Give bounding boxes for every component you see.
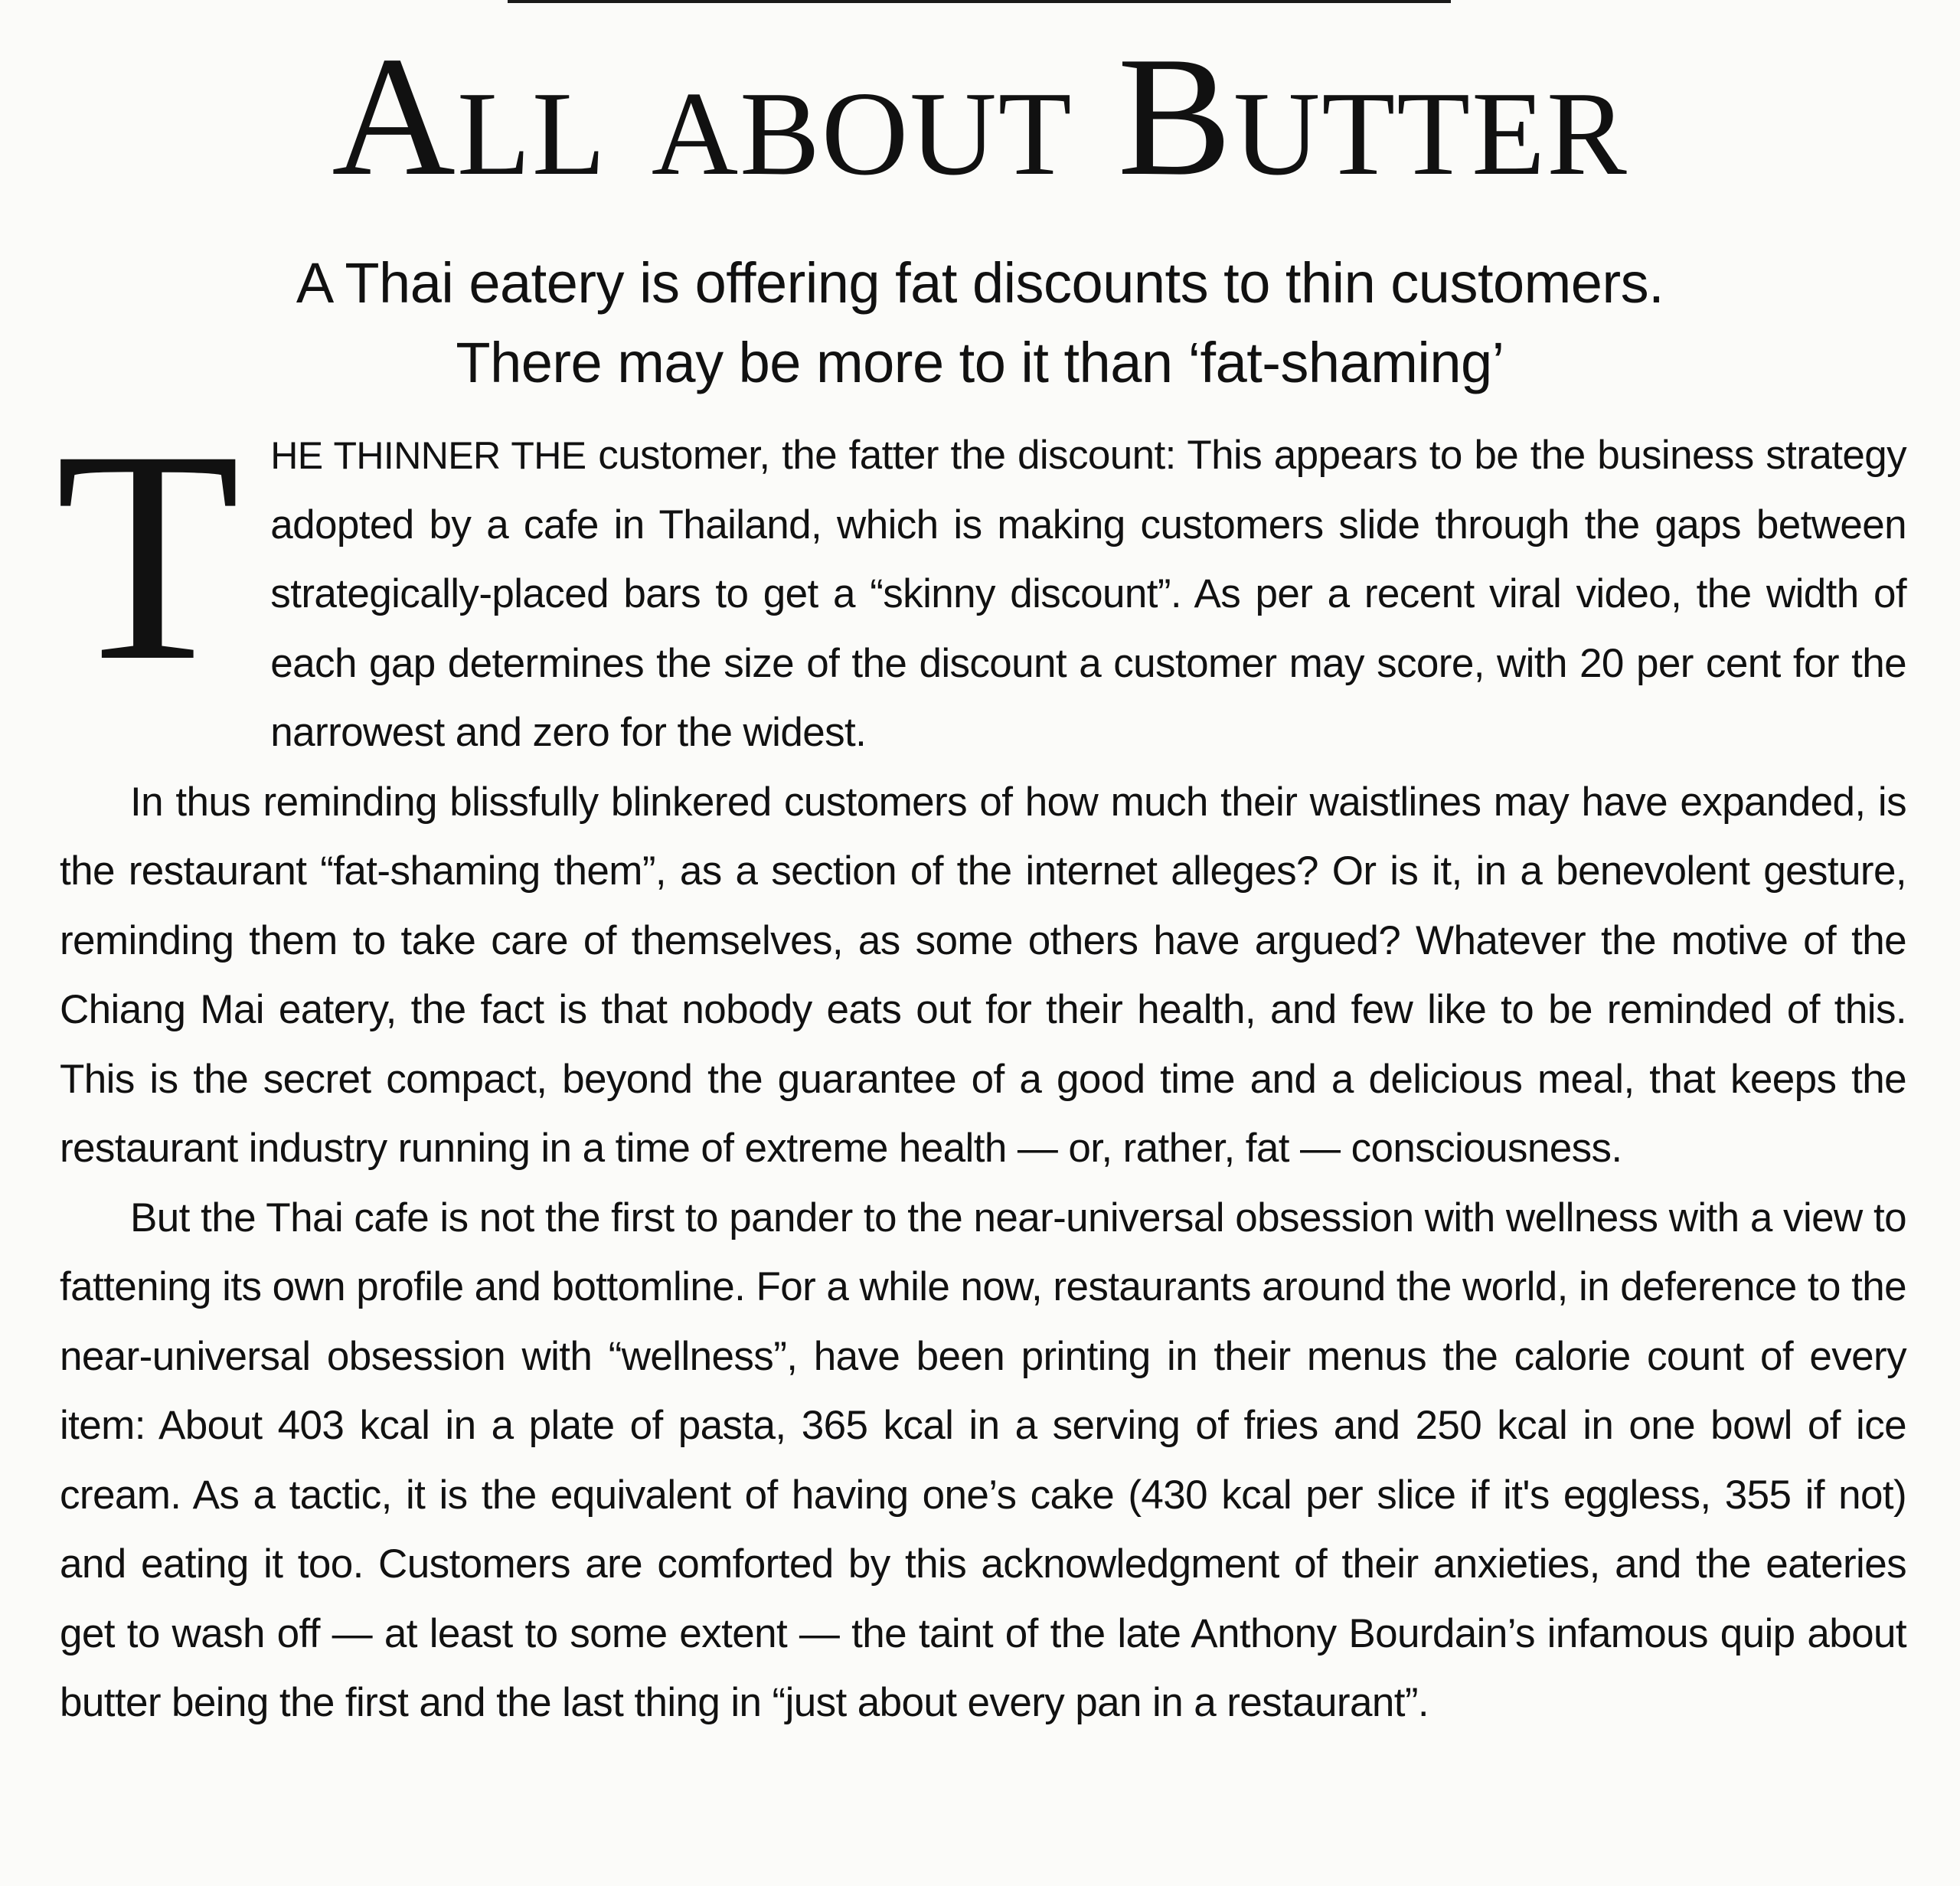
paragraph-1 (55, 387, 1906, 768)
paragraph-1-text: customer, the fatter the discount: This appears to be the business strategy adopted by a cafe in Thailand, which is making customers slide through the gaps between strategically-placed bars to get a “skinny discount”. As per a recent viral video, the width of each gap determines the size of the discount a customer may score, with 20 per cent for the narrowest and zero for the widest. (270, 433, 1906, 755)
top-rule (508, 0, 1451, 3)
paragraph-3: But the Thai cafe is not the first to pander to the near-universal obsession with wellness with a view to fattening its own profile and bottomline. For a while now, restaurants around the world, in deference to the near-universal obsession with “wellness”, have been printing in their menus the calorie count of every item: About 403 kcal in a plate of pasta, 365 kcal in a serving of fries and 250 kcal in one bowl of ice cream. As a tactic, it is the equivalent of having one’s cake (430 kcal per slice if it's eggless, 355 if not) and eating it too. Customers are comforted by this acknowledgment of their anxieties, and the eateries get to wash off — at least to some extent — the taint of the late Anthony Bourdain’s infamous quip about butter being the first and the last thing in “just about every pan in a restaurant”. (60, 1195, 1906, 1725)
standfirst (77, 244, 1883, 403)
paragraph-2: In thus reminding blissfully blinkered customers of how much their waistlines may have expanded, is the restaurant “fat-shaming them”, as a section of the internet alleges? Or is it, in a benevolent gesture, reminding them to take care of themselves, as some others have argued? Whatever the motive of the Chiang Mai eatery, the fact is that nobody eats out for their health, and few like to be reminded of this. This is the secret compact, beyond the guarantee of a good time and a delicious meal, that keeps the restaurant industry running in a time of extreme health — or, rather, fat — consciousness. (60, 779, 1906, 1171)
article-body (55, 387, 1906, 1738)
standfirst-line-1: A Thai eatery is offering fat discounts to thin customers. (296, 251, 1664, 315)
headline: All about Butter (332, 21, 1628, 211)
drop-cap: T (55, 387, 240, 724)
standfirst-line-2: There may be more to it than ‘fat-shaming’ (456, 331, 1504, 394)
lead-in: HE THINNER THE (270, 434, 586, 477)
